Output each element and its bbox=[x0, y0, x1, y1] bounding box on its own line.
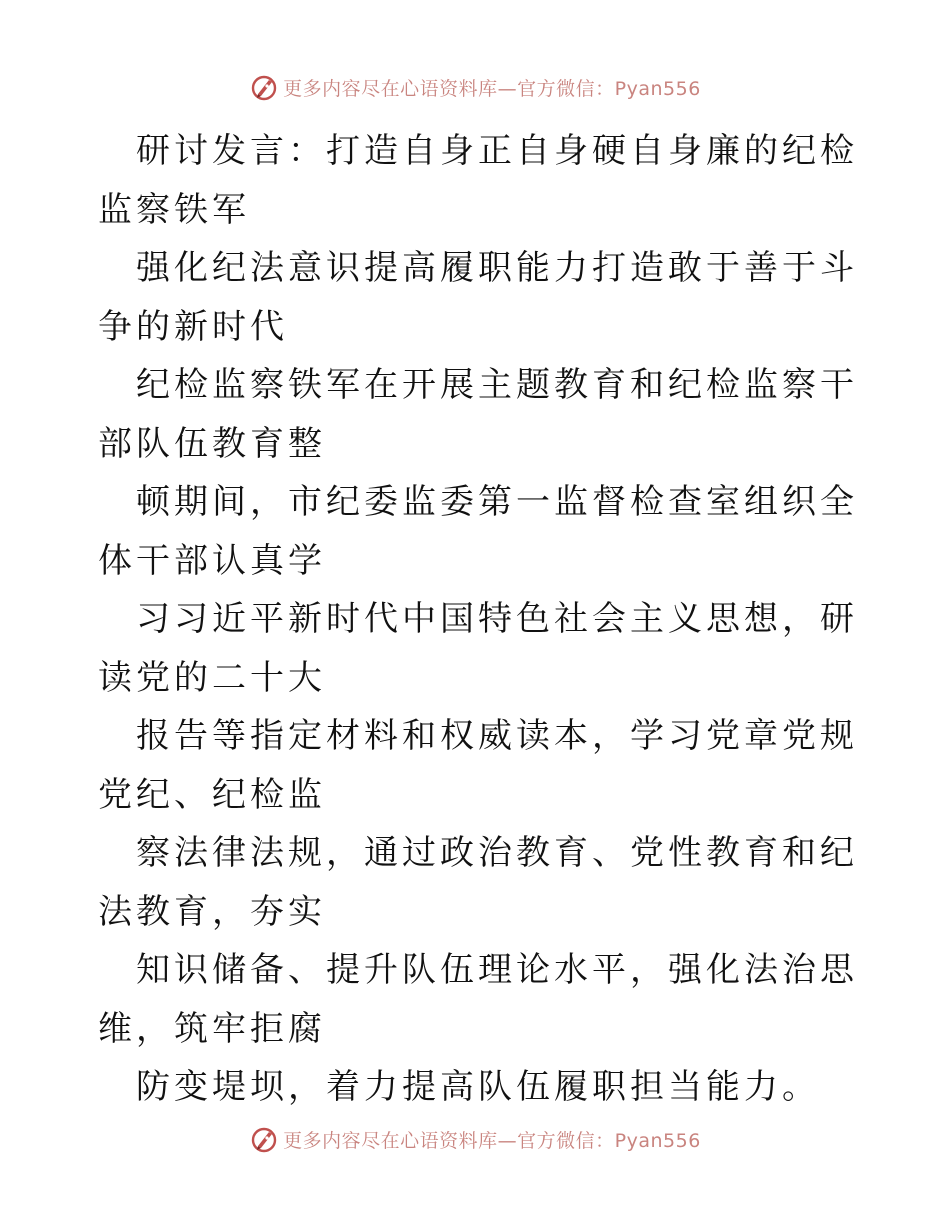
footer-watermark bbox=[0, 1124, 950, 1154]
paragraph: 防变堤坝，着力提高队伍履职担当能力。 bbox=[136, 1067, 820, 1107]
footer-watermark-text: 更多内容尽在心语资料库—官方微信：Pyan556 bbox=[283, 1129, 701, 1152]
header-watermark-text: 更多内容尽在心语资料库—官方微信：Pyan556 bbox=[283, 77, 701, 100]
pen-in-circle-logo-icon bbox=[249, 72, 279, 102]
paragraph: 察法律法规，通过政治教育、党性教育和纪法教育，夯实 bbox=[98, 833, 858, 932]
header-watermark bbox=[0, 72, 950, 102]
paragraph: 知识储备、提升队伍理论水平，强化法治思维，筑牢拒腐 bbox=[98, 950, 858, 1049]
paragraph: 顿期间，市纪委监委第一监督检查室组织全体干部认真学 bbox=[98, 482, 858, 581]
document-body bbox=[98, 122, 858, 1117]
paragraph-title: 研讨发言：打造自身正自身硬自身廉的纪检监察铁军 bbox=[98, 131, 858, 230]
paragraph: 纪检监察铁军在开展主题教育和纪检监察干部队伍教育整 bbox=[98, 365, 858, 464]
paragraph: 报告等指定材料和权威读本，学习党章党规党纪、纪检监 bbox=[98, 716, 858, 815]
paragraph: 习习近平新时代中国特色社会主义思想，研读党的二十大 bbox=[98, 599, 858, 698]
paragraph: 强化纪法意识提高履职能力打造敢于善于斗争的新时代 bbox=[98, 248, 858, 347]
pen-in-circle-logo-icon bbox=[249, 1124, 279, 1154]
